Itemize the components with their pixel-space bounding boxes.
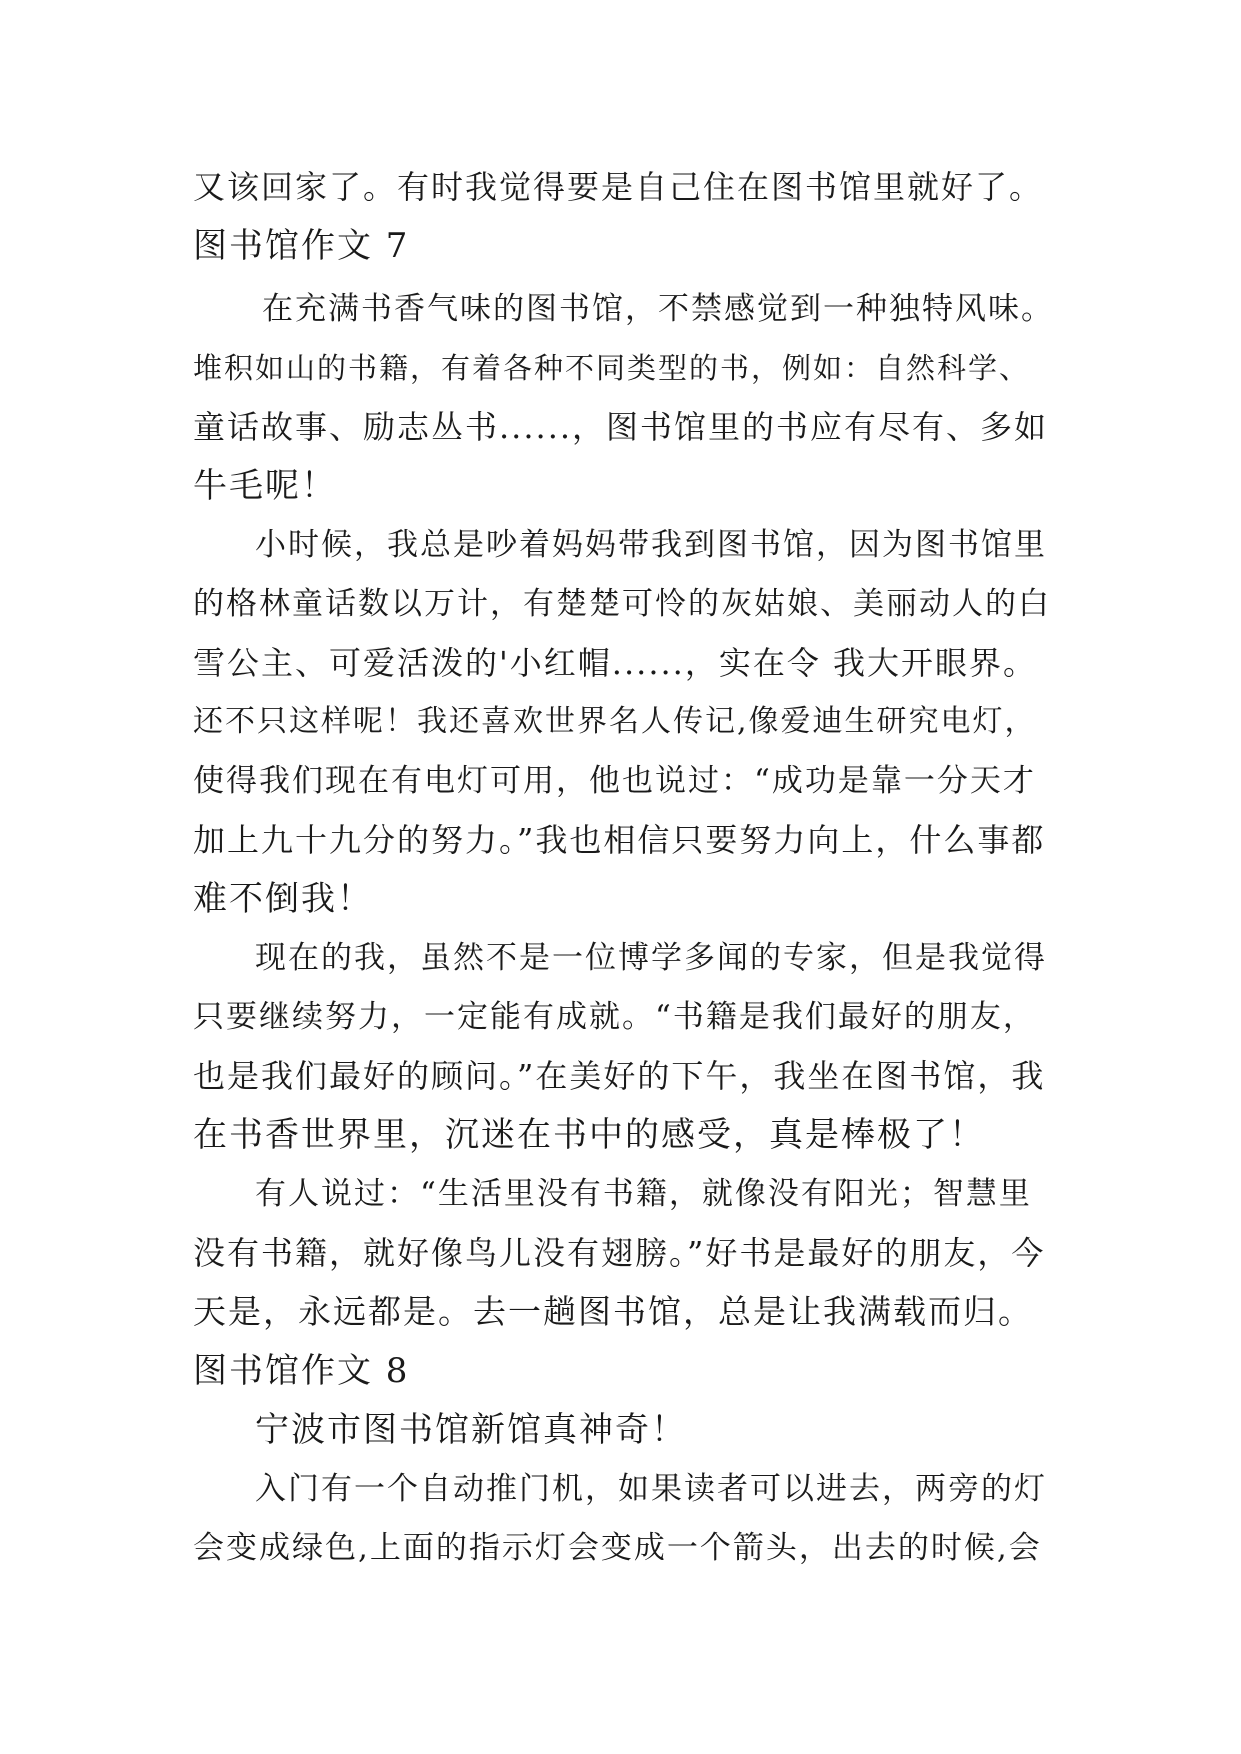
text-line: 入门有一个自动推门机，如果读者可以进去，两旁的灯 (255, 1471, 1047, 1507)
text-line: 有人说过：“生活里没有书籍，就像没有阳光；智慧里 (255, 1176, 1032, 1212)
text-line: 宁波市图书馆新馆真神奇！ (255, 1410, 687, 1450)
text-line: 没有书籍，就好像鸟儿没有翅膀。”好书是最好的朋友，今 (193, 1234, 1046, 1272)
text-line: 只要继续努力，一定能有成就。“书籍是我们最好的朋友， (193, 999, 1036, 1035)
section-heading: 图书馆作文 7 (193, 226, 410, 266)
text-line: 在书香世界里，沉迷在书中的感受，真是棒极了！ (193, 1115, 985, 1155)
section-heading: 图书馆作文 8 (193, 1351, 410, 1391)
text-line: 又该回家了。有时我觉得要是自己住在图书馆里就好了。 (193, 168, 1044, 206)
text-line: 牛毛呢！ (193, 466, 337, 506)
text-line: 会变成绿色,上面的指示灯会变成一个箭头，出去的时候,会 (193, 1530, 1042, 1566)
text-line: 现在的我，虽然不是一位博学多闻的专家，但是我觉得 (255, 940, 1047, 976)
text-line: 童话故事、励志丛书......，图书馆里的书应有尽有、多如 (193, 408, 1049, 446)
text-line: 在充满书香气味的图书馆，不禁感觉到一种独特风味。 (262, 291, 1054, 327)
text-line: 堆积如山的书籍，有着各种不同类型的书，例如：自然科学、 (193, 351, 1031, 385)
text-line: 加上九十九分的努力。”我也相信只要努力向上，什么事都 (193, 821, 1046, 859)
text-line: 的格林童话数以万计，有楚楚可怜的灰姑娘、美丽动人的白 (193, 586, 1051, 622)
text-line: 难不倒我！ (193, 879, 373, 919)
text-line: 雪公主、可爱活泼的'小红帽......，实在令 我大开眼界。 (193, 644, 1038, 682)
text-line: 小时候，我总是吵着妈妈带我到图书馆，因为图书馆里 (255, 527, 1047, 563)
text-line: 使得我们现在有电灯可用，他也说过：“成功是靠一分天才 (193, 763, 1036, 799)
text-line: 还不只这样呢！我还喜欢世界名人传记,像爱迪生研究电灯， (193, 704, 1037, 739)
text-line: 天是，永远都是。去一趟图书馆，总是让我满载而归。 (193, 1292, 1033, 1331)
text-line: 也是我们最好的顾问。”在美好的下午，我坐在图书馆，我 (193, 1057, 1046, 1095)
